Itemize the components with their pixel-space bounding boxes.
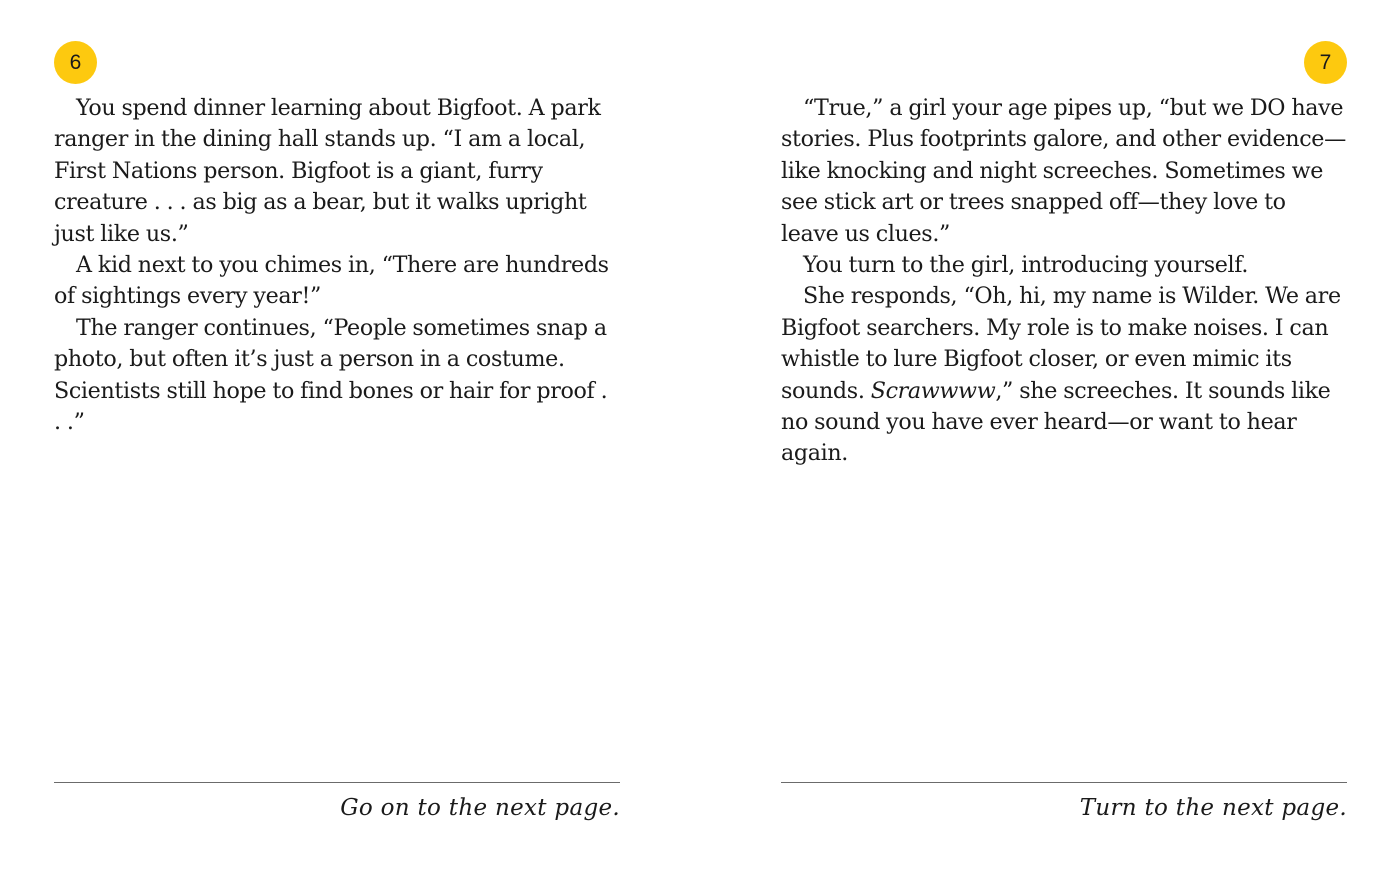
page-number: 7 bbox=[1319, 50, 1332, 74]
page-body bbox=[781, 93, 1347, 470]
page-number: 6 bbox=[69, 50, 82, 74]
footer-divider bbox=[54, 782, 620, 783]
footer-divider bbox=[781, 782, 1347, 783]
paragraph-text: ,” she screeches. It sounds like no sound you have ever heard—or want to hear again. bbox=[781, 377, 1331, 467]
page-number-badge bbox=[1304, 41, 1347, 84]
paragraph: You turn to the girl, introducing yourself. bbox=[803, 252, 1249, 279]
paragraph: The ranger continues, “People sometimes snap a photo, but often it’s just a person in a costume. Scientists still hope to find bones or hair for proof . . .” bbox=[54, 314, 608, 436]
continue-prompt: Go on to the next page. bbox=[340, 795, 620, 821]
right-page bbox=[781, 0, 1347, 885]
page-body bbox=[54, 93, 620, 438]
paragraph-text: She responds, “Oh, hi, my name is Wilder. We are Bigfoot searchers. My role is to make noises. I can whistle to lure Bigfoot closer, or even mimic its sounds. bbox=[781, 283, 1341, 404]
emphasized-sound-word: Scrawwww bbox=[870, 377, 996, 404]
paragraph bbox=[781, 281, 1347, 469]
continue-prompt: Turn to the next page. bbox=[1079, 795, 1347, 821]
paragraph: “True,” a girl your age pipes up, “but we DO have stories. Plus footprints galore, and other evidence—like knocking and night screeches. Sometimes we see stick art or trees snapped off—they love to leave us clues.” bbox=[781, 95, 1346, 247]
paragraph: You spend dinner learning about Bigfoot. A park ranger in the dining hall stands up. “I am a local, First Nations person. Bigfoot is a giant, furry creature . . . as big as a bear, but it walks upright just like us.” bbox=[54, 95, 601, 247]
left-page bbox=[54, 0, 620, 885]
paragraph: A kid next to you chimes in, “There are hundreds of sightings every year!” bbox=[54, 252, 609, 310]
page-number-badge bbox=[54, 41, 97, 84]
